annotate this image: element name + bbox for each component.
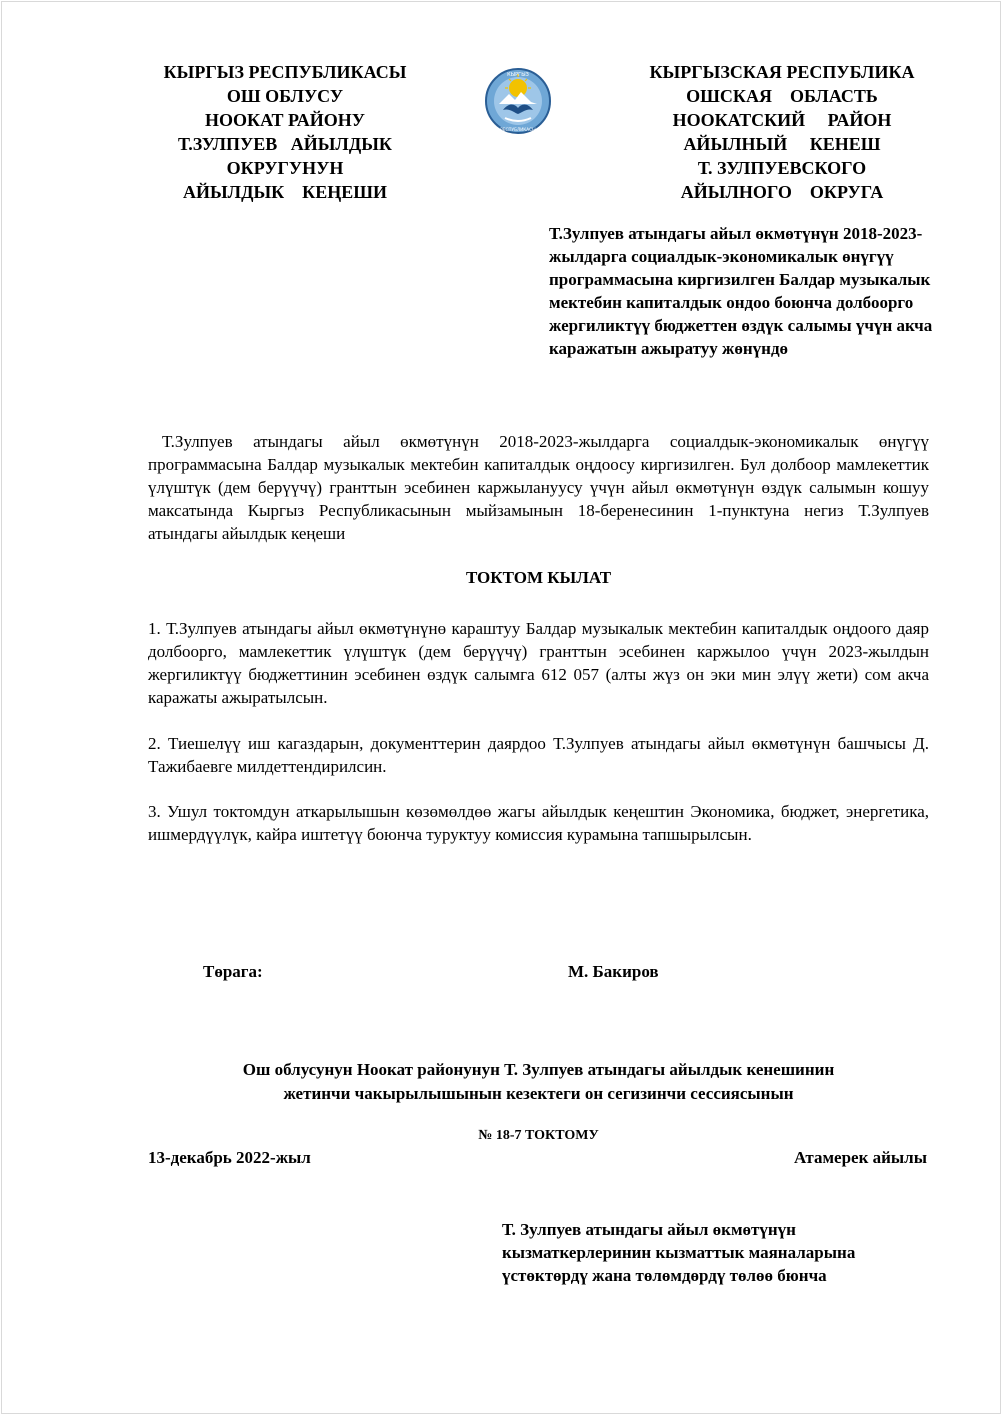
chair-label: Төрага: — [203, 962, 263, 981]
next-decree-subject — [502, 1218, 922, 1287]
header-line: КЫРГЫЗСКАЯ РЕСПУБЛИКА — [649, 62, 915, 82]
header-kyrgyz — [130, 60, 440, 204]
header-line: АЙЫЛНОГО ОКРУГА — [680, 182, 884, 202]
subject-line: кызматкерлеринин кызматтык маяналарына — [502, 1243, 856, 1262]
chair-name: М. Бакиров — [568, 962, 659, 981]
header-line: Т. ЗУЛПУЕВСКОГО — [697, 158, 867, 178]
decree-date: 13-декабрь 2022-жыл — [148, 1148, 311, 1167]
decree-subject: Т.Зулпуев атындагы айыл өкмөтүнүн 2018-2023-жылдарга социалдык-экономикалык өнүгүү программасына киргизилген Балдар музыкалык мектебин капиталдык ондоо боюнча долбоорго жергиликтүү бюджеттен өздүк салымы үчүн акча каражатын ажыратуу жөнүндө — [549, 224, 933, 358]
session-heading — [148, 1058, 929, 1106]
subject-line: үстөктөрдү жана төлөмдөрдү төлөө бюнча — [502, 1266, 827, 1285]
header-line: КЫРГЫЗ РЕСПУБЛИКАСЫ — [163, 62, 407, 82]
emblem-text-bottom: РЕСПУБЛИКАСЫ — [500, 127, 536, 132]
decree-place: Атамерек айылы — [793, 1148, 927, 1167]
header-line: Т.ЗУЛПУЕВ АЙЫЛДЫК — [178, 134, 392, 154]
decree-item: 1. Т.Зулпуев атындагы айыл өкмөтүнүнө караштуу Балдар музыкалык мектебин капиталдык оңдоого даяр долбоорго, мамлекеттик үлүштүк (дем берүүчү) гранттын эсебинен каржылоо үчүн 2023-жылдын жергиликтүү бюджеттинин эсебинен өздүк салымга 612 057 (алты жүз он эки мин элүү жети) сом акча каражаты ажыратылсын. — [148, 619, 929, 707]
header-line: ОШ ОБЛУСУ — [226, 86, 344, 106]
header-line: НООКАТ РАЙОНУ — [205, 110, 365, 130]
decree-item: 2. Тиешелүү иш кагаздарын, документтерин даярдоо Т.Зулпуев атындагы айыл өкмөтүнүн башчысы Д. Тажибаевге милдеттендирилсин. — [148, 734, 929, 776]
session-line: Ош облусунун Ноокат районунун Т. Зулпуев атындагы айылдык кенешинин — [242, 1060, 835, 1079]
subject-line: Т. Зулпуев атындагы айыл өкмөтүнүн — [502, 1220, 796, 1239]
session-line: жетинчи чакырылышынын кезектеги он сегизинчи сессиясынын — [283, 1084, 794, 1103]
header-russian — [622, 60, 942, 204]
decree-title: ТОКТОМ КЫЛАТ — [465, 568, 612, 587]
header-line: НООКАТСКИЙ РАЙОН — [672, 110, 892, 130]
emblem-text-top: КЫРГЫЗ — [507, 72, 529, 78]
header-line: ОШСКАЯ ОБЛАСТЬ — [686, 86, 878, 106]
state-emblem-icon — [485, 58, 551, 144]
decree-item: 3. Ушул токтомдун аткарылышын көзөмөлдөө жагы айылдык кеңештин Экономика, бюджет, энергетика, ишмердүүлүк, кайра иштетүү боюнча туруктуу комиссия курамына тапшырылсын. — [148, 802, 929, 844]
header-line: АЙЫЛДЫК КЕҢЕШИ — [182, 182, 388, 202]
decree-number: № 18-7 ТОКТОМУ — [478, 1128, 599, 1143]
header-line: АЙЫЛНЫЙ КЕНЕШ — [683, 134, 881, 154]
header-line: ОКРУГУНУН — [226, 158, 344, 178]
preamble-paragraph: Т.Зулпуев атындагы айыл өкмөтүнүн 2018-2023-жылдарга социалдык-экономикалык өнүгүү программасына Балдар музыкалык мектебин капиталдык оңдоосу киргизилген. Бул долбоор мамлекеттик үлүштүк (дем берүүчү) гранттын эсебинен каржылануусу үчүн айыл өкмөтүнүн өздүк салымын кошуу максатында Кыргыз Республикасынын мыйзамынын 18-беренесинин 1-пунктуна негиз Т.Зулпуев атындагы айылдык кеңеши — [148, 432, 929, 543]
